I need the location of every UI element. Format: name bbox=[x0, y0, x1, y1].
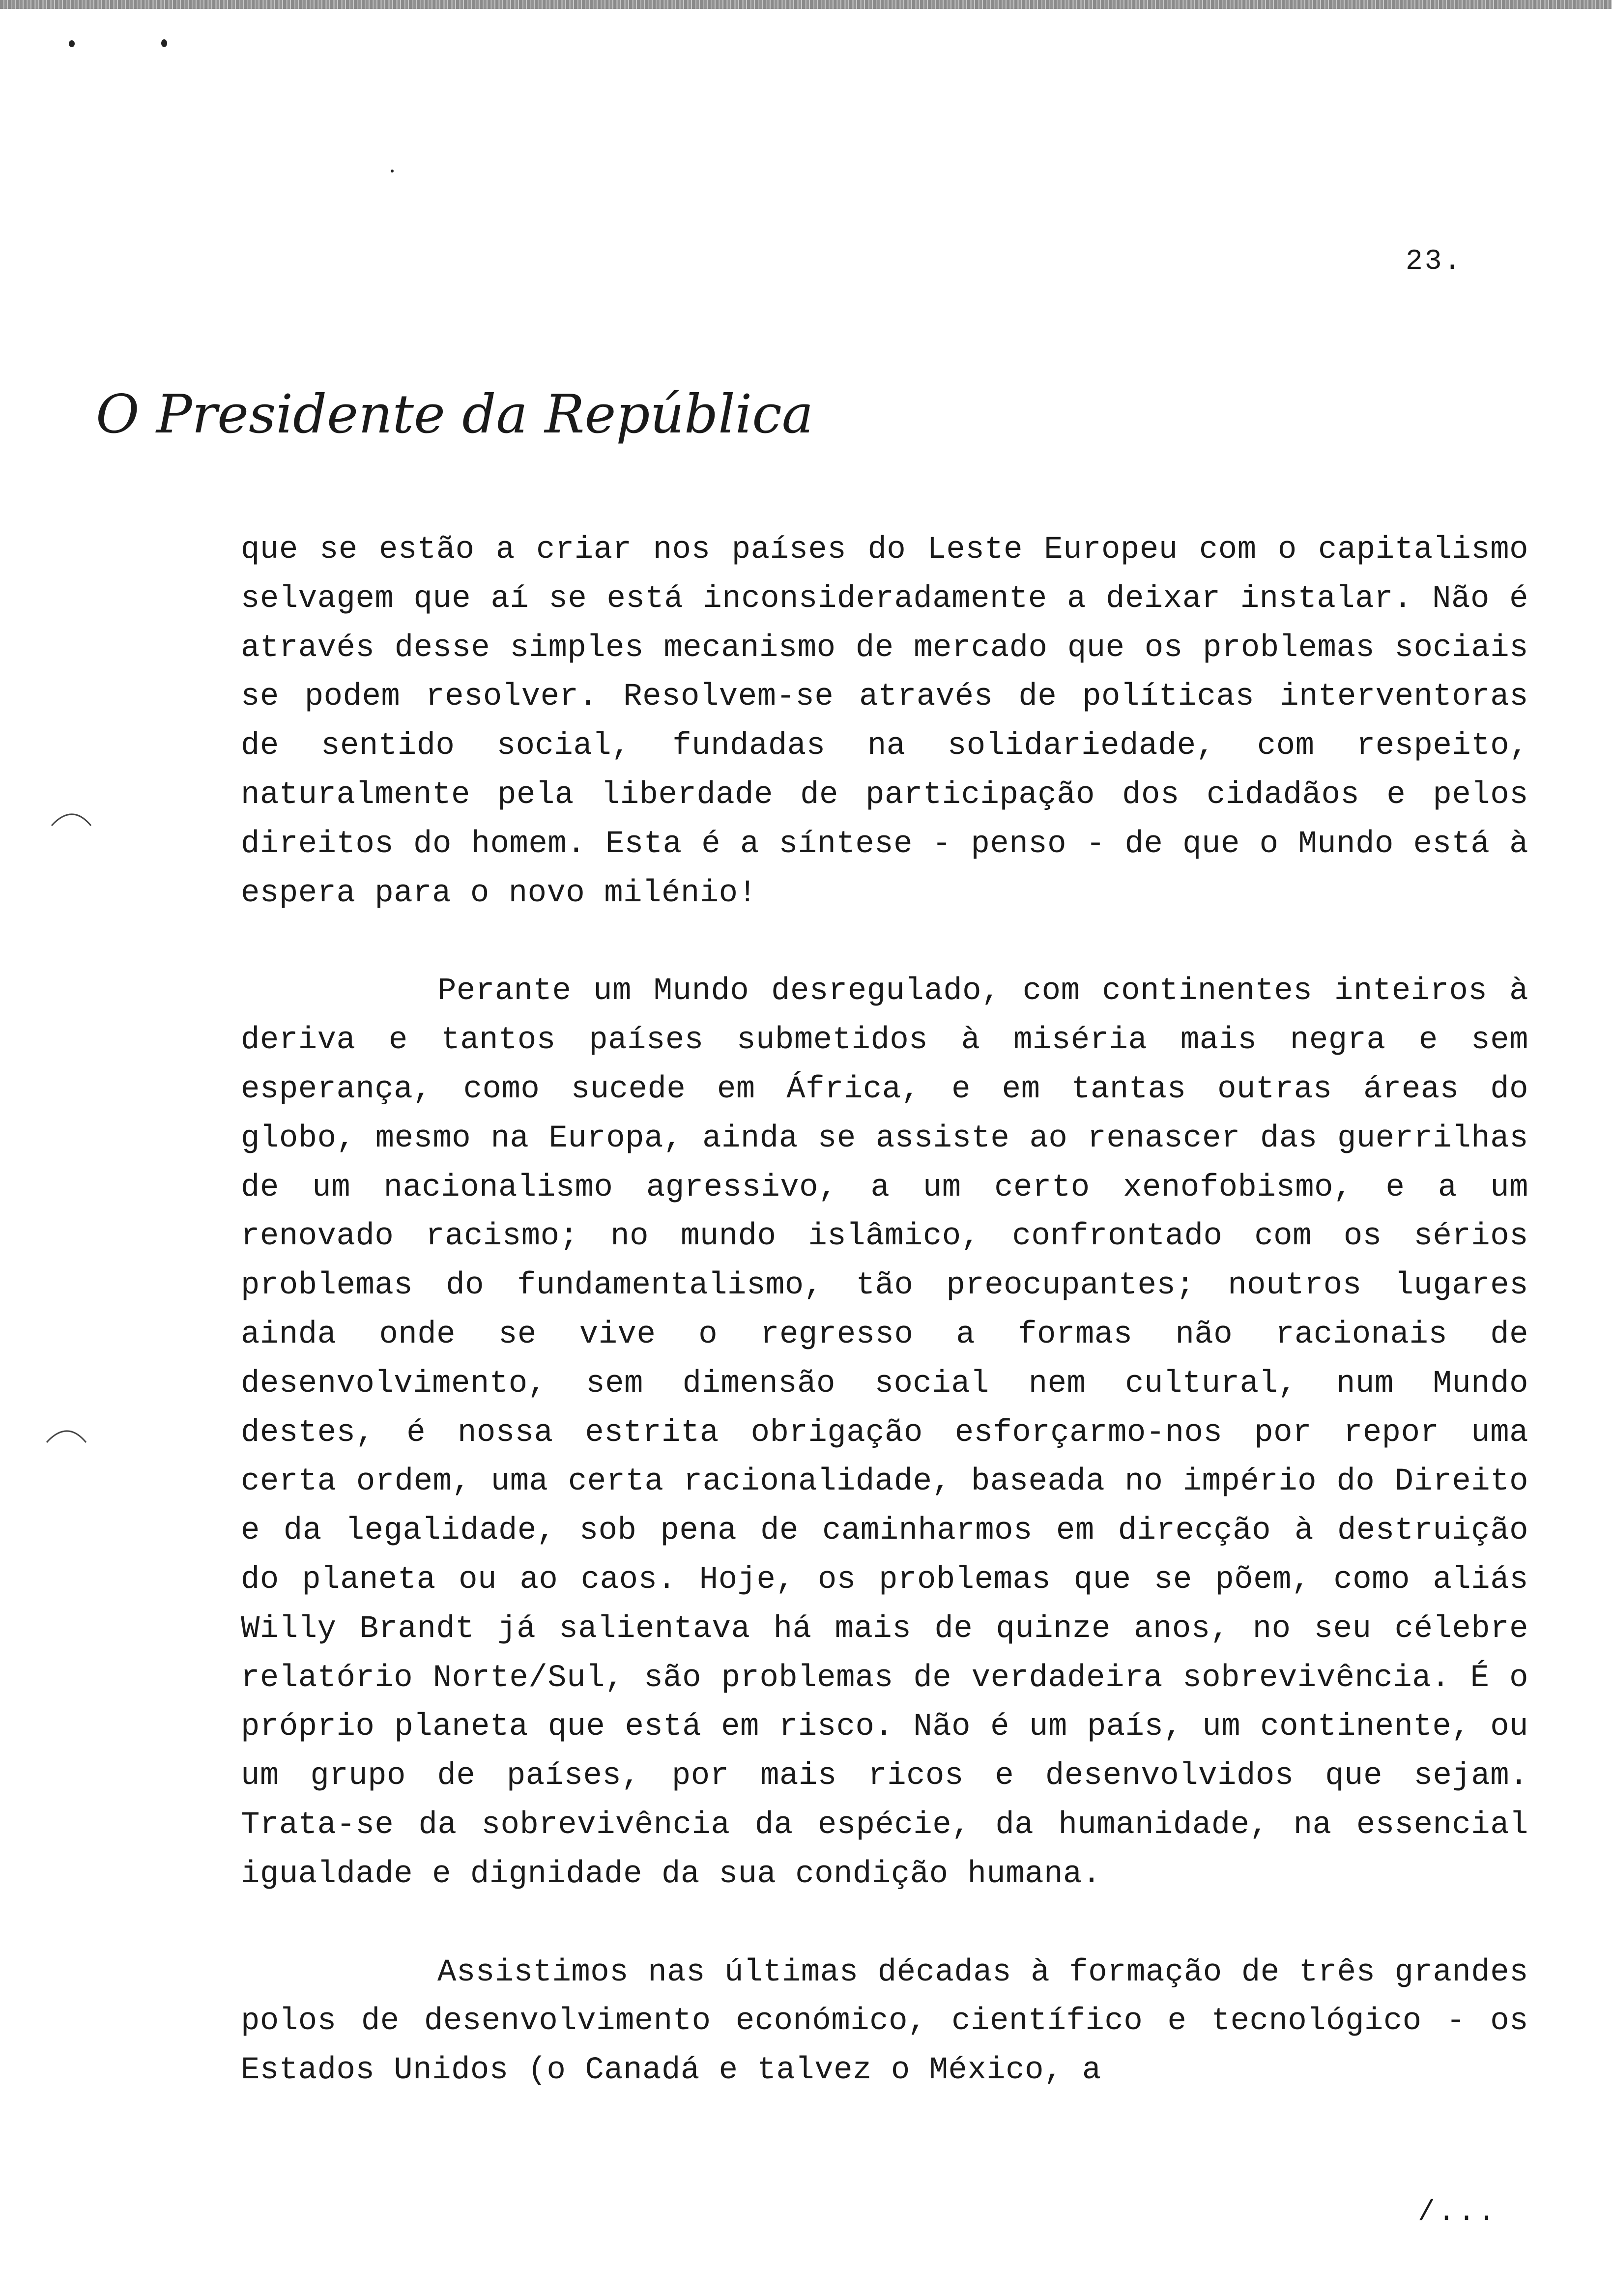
paragraph: Assistimos nas últimas décadas à formação de três grandes polos de desenvolvimento económico, científico e tecnológico - os Estados Unidos (o Canadá e talvez o México, a bbox=[241, 1954, 1528, 2089]
scan-speck bbox=[391, 170, 394, 172]
continuation-mark: /... bbox=[1418, 2197, 1498, 2229]
scan-speck bbox=[69, 40, 75, 47]
scan-edge-noise bbox=[0, 0, 1612, 9]
paragraph: que se estão a criar nos países do Leste Europeu com o capitalismo selvagem que aí se está inconsideradamente a deixar instalar. Não é através desse simples mecanismo de mercado que os problemas sociais se podem resolver. Resolvem-se através de políticas interventoras de sentido social, fundadas na solidariedade, com respeito, naturalmente pela liberdade de participação dos cidadãos e pelos direitos do homem. Esta é a síntese - penso - de que o Mundo está à espera para o novo milénio! bbox=[241, 532, 1528, 911]
body-text bbox=[241, 526, 1528, 2095]
paragraph: Perante um Mundo desregulado, com continentes inteiros à deriva e tantos países submetidos à miséria mais negra e sem esperança, como sucede em África, e em tantas outras áreas do globo, mesmo na Europa, ainda se assiste ao renascer das guerrilhas de um nacionalismo agressivo, a um certo xenofobismo, e a um renovado racismo; no mundo islâmico, confrontado com os sérios problemas do fundamentalismo, tão preocupantes; noutros lugares ainda onde se vive o regresso a formas não racionais de desenvolvimento, sem dimensão social nem cultural, num Mundo destes, é nossa estrita obrigação esforçarmo-nos por repor uma certa ordem, uma certa racionalidade, baseada no império do Direito e da legalidade, sob pena de caminharmos em direcção à destruição do planeta ou ao caos. Hoje, os problemas que se põem, como aliás Willy Brandt já salientava há mais de quinze anos, no seu célebre relatório Norte/Sul, são problemas de verdadeira sobrevivência. É o próprio planeta que está em risco. Não é um país, um continente, ou um grupo de países, por mais ricos e desenvolvidos que sejam. Trata-se da sobrevivência da espécie, da humanidade, na essencial igualdade e dignidade da sua condição humana. bbox=[241, 974, 1528, 1892]
page-number: 23. bbox=[1406, 246, 1463, 278]
letterhead-text: O Presidente da República bbox=[96, 384, 814, 445]
margin-mark bbox=[44, 1428, 88, 1447]
scan-speck bbox=[161, 39, 167, 47]
letterhead-script bbox=[91, 373, 814, 457]
margin-mark bbox=[49, 811, 93, 831]
